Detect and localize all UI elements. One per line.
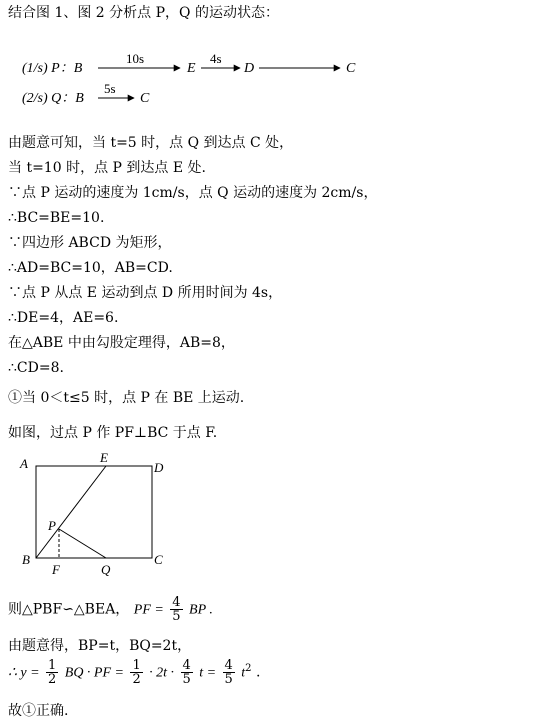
step-5: ∵四边形 ABCD 为矩形， [8, 235, 172, 251]
step-1: 由题意可知，当 t=5 时，点 Q 到达点 C 处， [8, 135, 294, 151]
label-d: D [154, 460, 164, 475]
formula-frac-4-den: 5 [224, 672, 233, 687]
formula-frac-1-num: 1 [48, 658, 57, 673]
step-3: ∵点 P 运动的速度为 1cm/s，点 Q 运动的速度为 2cm/s， [8, 185, 378, 201]
formula-line [8, 659, 260, 686]
segment-be [36, 466, 106, 558]
motion-diagram [0, 48, 400, 112]
pf-rhs: BP . [189, 602, 213, 618]
pf-lhs: PF = [133, 602, 164, 618]
label-c: C [154, 552, 163, 567]
step-9: 在△ABE 中由勾股定理得，AB=8， [8, 335, 235, 351]
q-motion-label: (2/s) Q：B [22, 91, 84, 106]
formula-tail: t [241, 665, 246, 681]
formula-frac-2-num: 1 [132, 658, 141, 673]
formula-mid-1: BQ · PF = [64, 665, 124, 681]
conclusion-line: 故①正确. [8, 703, 69, 719]
step-11: ①当 0＜t≤5 时，点 P 在 BE 上运动. [8, 390, 245, 406]
q-point-c: C [140, 91, 150, 106]
p-point-d: D [244, 61, 255, 76]
pf-fraction [170, 596, 182, 623]
formula-frac-4 [223, 659, 235, 686]
segment-pq [59, 529, 106, 558]
formula-frac-2-den: 2 [132, 672, 141, 687]
formula-mid-2: · 2t · [149, 665, 175, 681]
label-q: Q [101, 562, 111, 577]
step-7: ∵点 P 从点 E 运动到点 D 所用时间为 4s， [8, 285, 283, 301]
formula-frac-3-num: 4 [182, 658, 191, 673]
step-12: 如图，过点 P 作 PF⊥BC 于点 F. [8, 425, 218, 441]
label-b: B [22, 552, 30, 567]
formula-exponent: 2 [245, 662, 252, 674]
p-point-e: E [187, 61, 196, 76]
formula-frac-3-den: 5 [182, 672, 191, 687]
step-4: ∴BC=BE=10. [8, 210, 105, 226]
p-point-c: C [346, 61, 356, 76]
formula-frac-1 [46, 659, 58, 686]
p-seg1-time: 10s [126, 51, 145, 66]
q-seg-time: 5s [104, 81, 116, 96]
formula-frac-1-den: 2 [48, 672, 57, 687]
pf-fraction-den: 5 [172, 609, 181, 624]
rectangle-figure [0, 446, 200, 582]
step-6: ∴AD=BC=10，AB=CD. [8, 260, 173, 276]
given-line: 由题意得，BP=t，BQ=2t， [8, 638, 192, 654]
formula-frac-4-num: 4 [224, 658, 233, 673]
similarity-text: 则△PBF∽△BEA， [8, 601, 130, 618]
label-a: A [20, 456, 28, 471]
label-p: P [48, 518, 56, 533]
formula-mid-3: t = [199, 665, 217, 681]
similarity-line [8, 596, 213, 623]
label-e: E [100, 450, 108, 465]
p-motion-label: (1/s) P：B [22, 61, 83, 76]
formula-frac-3 [181, 659, 193, 686]
formula-end: . [256, 664, 261, 681]
step-8: ∴DE=4，AE=6. [8, 310, 119, 326]
label-f: F [52, 562, 60, 577]
intro-line: 结合图 1、图 2 分析点 P，Q 的运动状态： [8, 5, 279, 21]
formula-lead: ∴ y = [8, 665, 40, 681]
step-10: ∴CD=8. [8, 360, 64, 376]
formula-frac-2 [130, 659, 142, 686]
p-seg2-time: 4s [210, 51, 222, 66]
step-2: 当 t=10 时，点 P 到达点 E 处. [8, 160, 206, 176]
pf-fraction-num: 4 [172, 595, 181, 610]
rectangle-abcd [36, 466, 152, 558]
